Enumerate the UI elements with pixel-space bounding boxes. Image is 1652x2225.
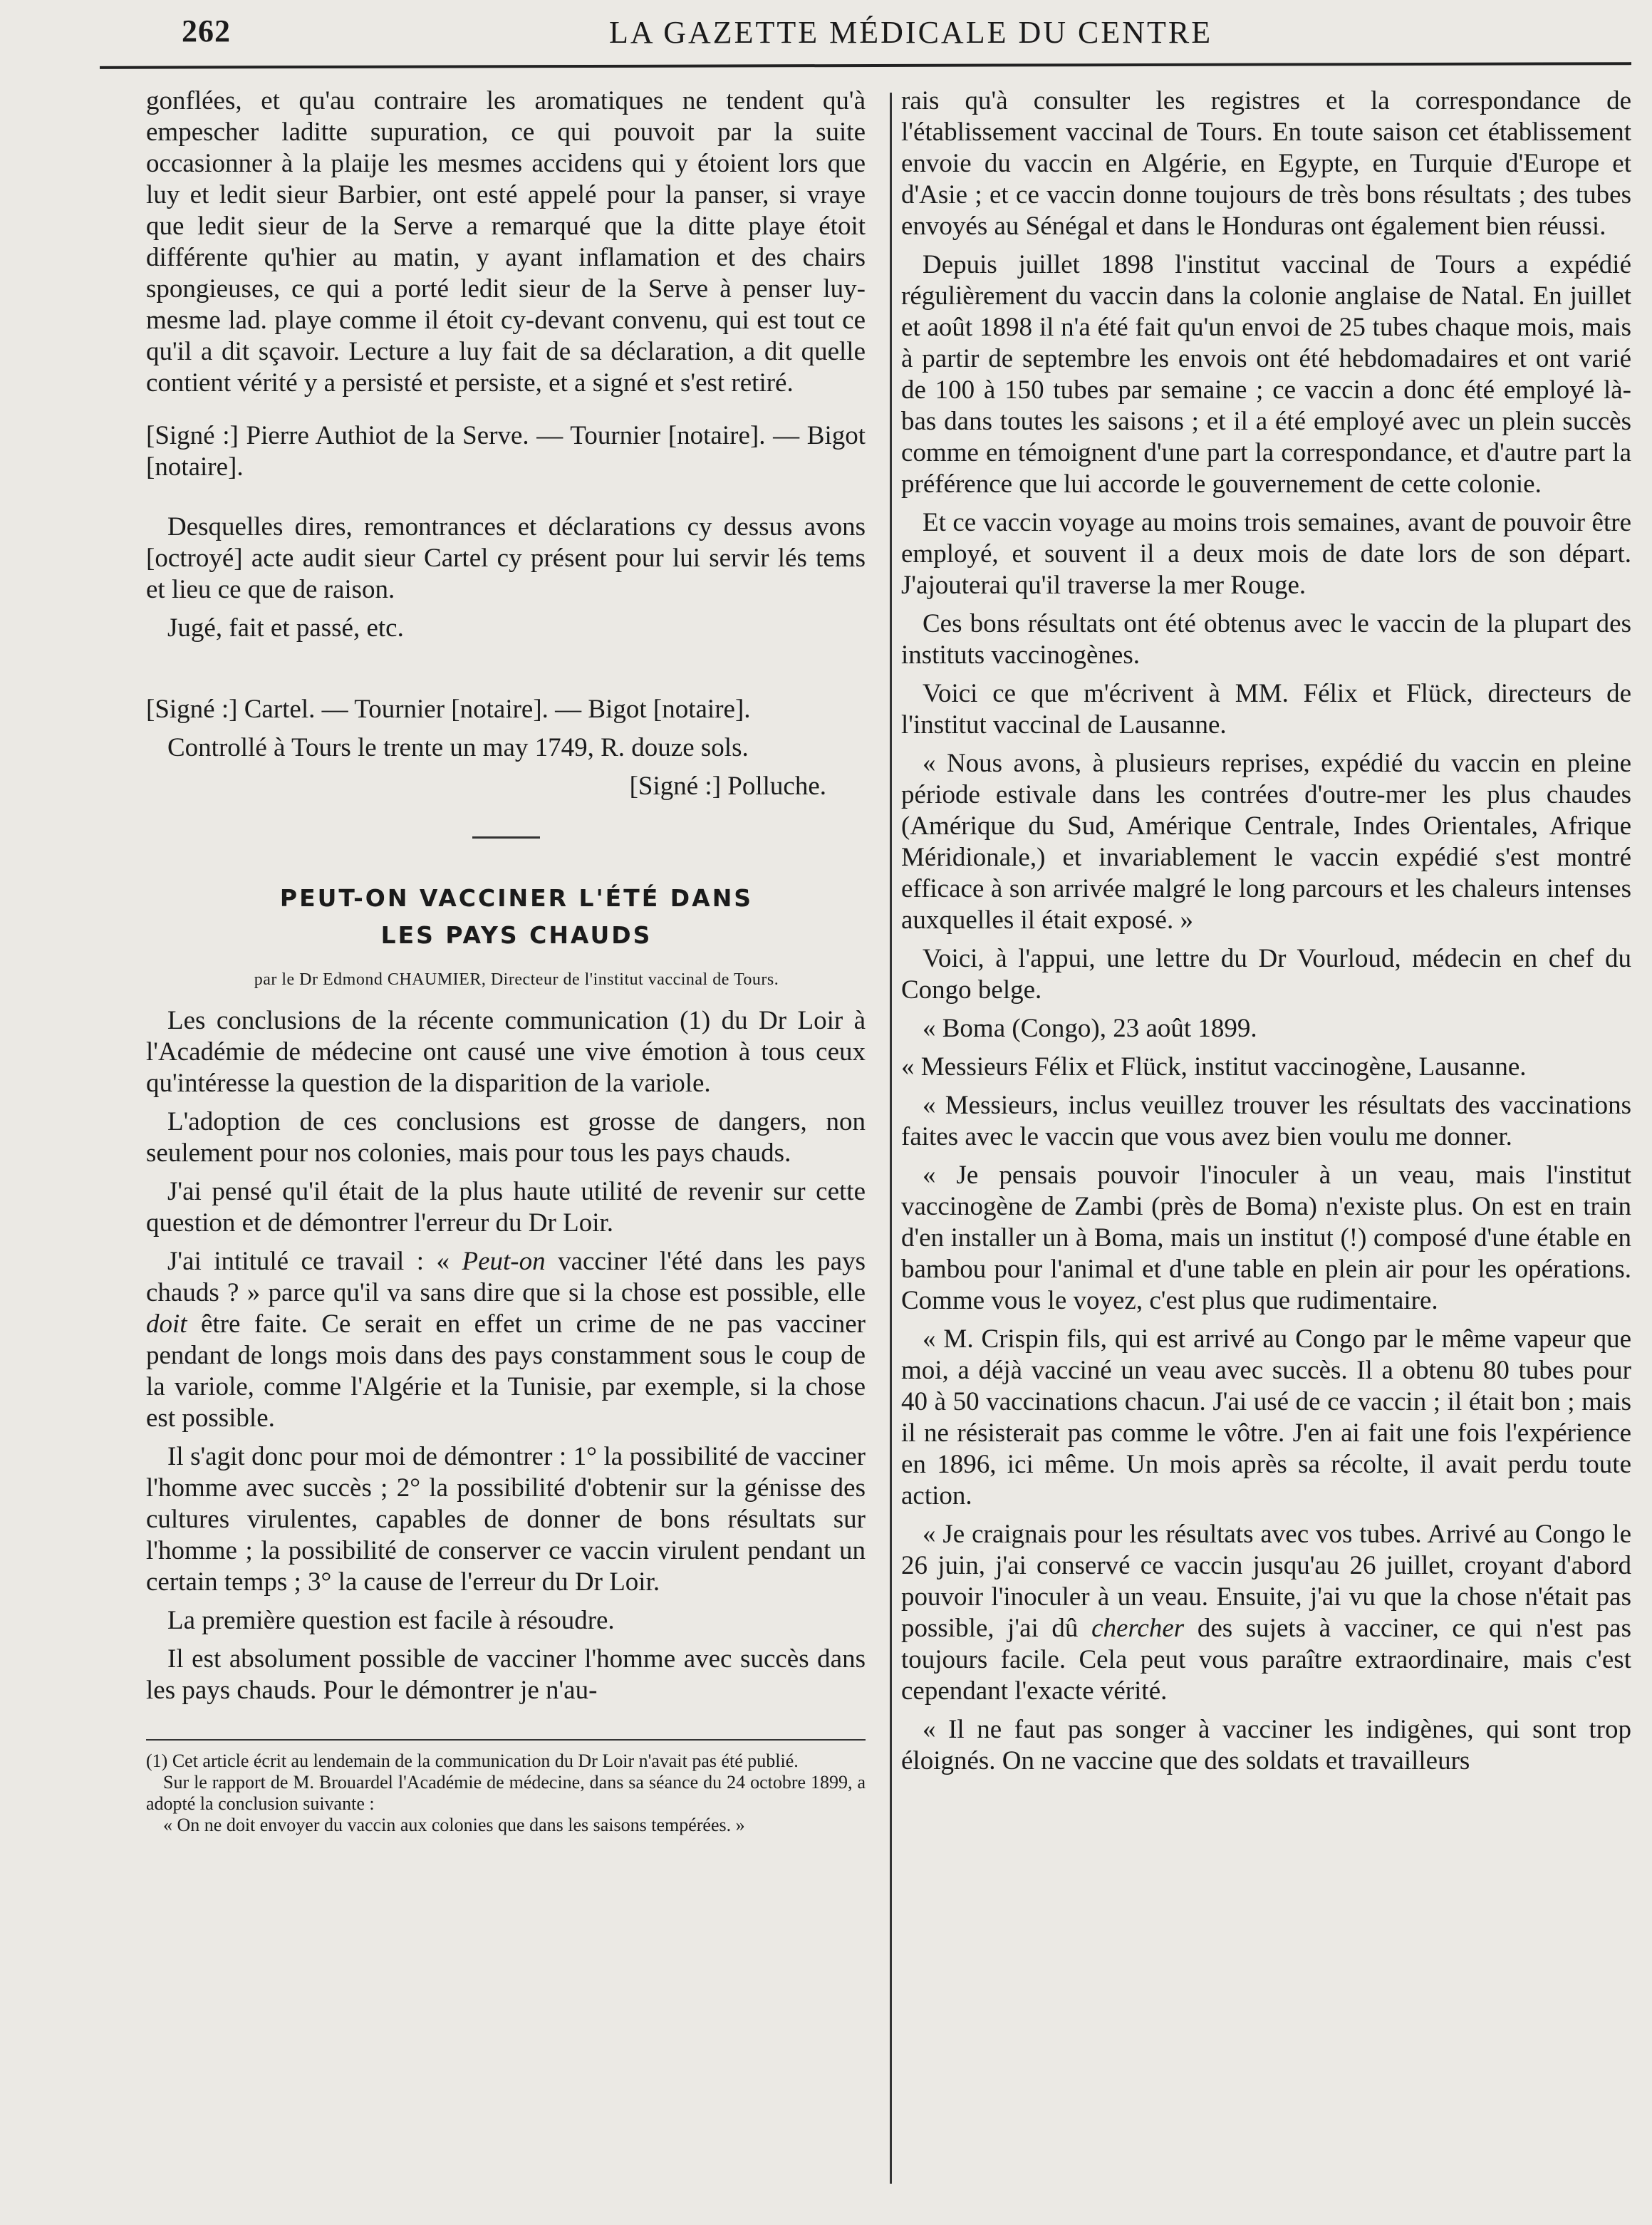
footnote: (1) Cet article écrit au lendemain de la communication du Dr Loir n'avait pas été publié. — [146, 1751, 799, 1771]
footnote-rule — [146, 1739, 866, 1741]
emphasis: chercher — [1091, 1614, 1185, 1643]
section-separator — [472, 836, 540, 839]
paragraph: Il s'agit donc pour moi de démontrer : 1° la possibilité de vacciner l'homme avec succès ; 2° la possibilité d'obtenir sur la génisse des cultures virulentes, capables de donner de bons résultats sur l'homme ; la possibilité de conserver ce vaccin virulent pendant un certain temps ; 3° la cause de l'erreur du Dr Loir. — [146, 1442, 866, 1597]
signature-block: [Signé :] Cartel. — Tournier [notaire]. — Bigot [notaire]. — [146, 695, 751, 724]
paragraph: J'ai pensé qu'il était de la plus haute utilité de revenir sur cette question et de démontrer l'erreur du Dr Loir. — [146, 1177, 866, 1238]
quote-paragraph: « Boma (Congo), 23 août 1899. — [923, 1014, 1257, 1043]
quote-paragraph: « Messieurs, inclus veuillez trouver les résultats des vaccinations faites avec le vaccin que vous avez bien voulu me donner. — [901, 1091, 1631, 1151]
quote-paragraph: « Il ne faut pas songer à vacciner les indigènes, qui sont trop éloignés. On ne vaccine que des soldats et travailleurs — [901, 1715, 1631, 1775]
quote-paragraph: « Je pensais pouvoir l'inoculer à un veau, mais l'institut vaccinogène de Zambi (près de Boma) n'existe plus. On est en train d'en installer un à Boma, mais un institut (!) composé d'une étable en bambou pour l'animal et d'une table en plein air pour les opérations. Comme vous le voyez, c'est plus que rudimentaire. — [901, 1161, 1631, 1315]
quote-paragraph: « Je craignais pour les résultats avec vos tubes. Arrivé au Congo le 26 juin, j'ai conservé ce vaccin jusqu'au 26 juillet, croyant d'abord pouvoir l'inoculer à un veau. Ensuite, j'ai vu que la chose n'était pas possible, j'ai dû chercher des sujets à vacciner, ce qui n'est pas toujours facile. Cela peut vous paraître extraordinaire, mais c'est cependant l'exacte vérité. — [901, 1520, 1631, 1706]
running-title: LA GAZETTE MÉDICALE DU CENTRE — [609, 15, 1213, 50]
paragraph: Jugé, fait et passé, etc. — [167, 613, 404, 643]
paragraph: Les conclusions de la récente communication (1) du Dr Loir à l'Académie de médecine ont causé une vive émotion à tous ceux qu'intéresse la question de la disparition de la variole. — [146, 1006, 866, 1098]
paragraph: J'ai intitulé ce travail : « Peut-on vacciner l'été dans les pays chauds ? » parce qu'il va sans dire que si la chose est possible, elle doit être faite. Ce serait en effet un crime de ne pas vacciner pendant de longs mois dans des pays constamment sous le coup de la variole, comme l'Algérie et la Tunisie, par exemple, si la chose est possible. — [146, 1247, 866, 1433]
continued-paragraph: gonflées, et qu'au contraire les aromatiques ne tendent qu'à empescher laditte supuration, ce qui pouvoit par la suite occasionner à la plaije les mesmes accidens qui y étoient lors que luy et ledit sieur Barbier, ont esté appelé pour la panser, si vraye que ledit sieur de la Serve a remarqué que la ditte playe étoit différente qu'hier au matin, y ayant inflamation et des chairs spongieuses, ce qui a porté ledit sieur de la Serve à penser luy-mesme lad. playe comme il étoit cy-devant convenu, qui est tout ce qu'il a dit sçavoir. Lecture a luy fait de sa déclaration, a dit quelle contient vérité y a persisté et persiste, et a signé et s'est retiré. — [146, 86, 866, 398]
paragraph: Voici ce que m'écrivent à MM. Félix et Flück, directeurs de l'institut vaccinal de Lausanne. — [901, 679, 1631, 740]
left-column — [146, 85, 866, 1836]
signature-block: [Signé :] Pierre Authiot de la Serve. — Tournier [notaire]. — Bigot [notaire]. — [146, 421, 866, 482]
signature-line: [Signé :] Polluche. — [629, 772, 826, 801]
paragraph: Ces bons résultats ont été obtenus avec le vaccin de la plupart des instituts vaccinogènes. — [901, 609, 1631, 670]
paragraph: Et ce vaccin voyage au moins trois semaines, avant de pouvoir être employé, et souvent il a deux mois de date lors de son départ. J'ajouterai qu'il traverse la mer Rouge. — [901, 508, 1631, 600]
article-title: LES PAYS CHAUDS — [380, 921, 653, 949]
paragraph: Desquelles dires, remontrances et déclarations cy dessus avons [octroyé] acte audit sieur Cartel cy présent pour lui servir lés tems et lieu ce que de raison. — [146, 512, 866, 604]
footnote: « On ne doit envoyer du vaccin aux colonies que dans les saisons tempérées. » — [163, 1815, 745, 1835]
emphasis: doit — [146, 1309, 187, 1339]
article-title: PEUT-ON VACCINER L'ÉTÉ DANS — [279, 884, 754, 912]
article-byline: par le Dr Edmond CHAUMIER, Directeur de l'institut vaccinal de Tours. — [254, 970, 779, 989]
paragraph: Depuis juillet 1898 l'institut vaccinal de Tours a expédié régulièrement du vaccin dans la colonie anglaise de Natal. En juillet et août 1898 il n'a été fait qu'un envoi de 25 tubes chaque mois, mais à partir de septembre les envois ont été hebdomadaires et ont varié de 100 à 150 tubes par semaine ; ce vaccin a donc été employé là-bas dans toutes les saisons ; et il a été employé avec un plein succès comme en témoignent d'une part la correspondance, et d'autre part la préférence que lui accorde le gouvernement de cette colonie. — [901, 250, 1631, 499]
paragraph: Voici, à l'appui, une lettre du Dr Vourloud, médecin en chef du Congo belge. — [901, 944, 1631, 1005]
paragraph: L'adoption de ces conclusions est grosse de dangers, non seulement pour nos colonies, mais pour tous les pays chauds. — [146, 1107, 866, 1168]
emphasis: Peut-on — [462, 1247, 546, 1276]
quote-paragraph: « M. Crispin fils, qui est arrivé au Congo par le même vapeur que moi, a déjà vacciné un veau avec succès. Il a obtenu 80 tubes pour 40 à 50 vaccinations chacun. J'ai usé de ce vaccin ; il était bon ; mais il ne résisterait pas comme le vôtre. J'en ai fait une fois l'expérience en 1896, ici même. Un mois après sa récolte, il avait perdu toute action. — [901, 1324, 1631, 1510]
paragraph: rais qu'à consulter les registres et la correspondance de l'établissement vaccinal de Tours. En toute saison cet établissement envoie du vaccin en Algérie, en Egypte, en Turquie d'Europe et d'Asie ; et ce vaccin donne toujours de très bons résultats ; des tubes envoyés au Sénégal et dans le Honduras ont également bien réussi. — [901, 86, 1631, 241]
page-number: 262 — [182, 14, 231, 48]
quote-paragraph: « Nous avons, à plusieurs reprises, expédié du vaccin en pleine période estivale dans les contrées d'outre-mer les plus chaudes (Amérique du Sud, Amérique Centrale, Indes Orientales, Afrique Méridionale,) et invariablement le vaccin expédié s'est montré efficace à son arrivée malgré le long parcours et les chaleurs intenses auxquelles il était exposé. » — [901, 749, 1631, 935]
column-divider — [890, 93, 892, 2184]
paragraph: La première question est facile à résoudre. — [167, 1606, 615, 1635]
footnote: Sur le rapport de M. Brouardel l'Académie de médecine, dans sa séance du 24 octobre 1899, a adopté la conclusion suivante : — [146, 1772, 866, 1814]
header-rule — [100, 62, 1631, 69]
paragraph: Il est absolument possible de vacciner l'homme avec succès dans les pays chauds. Pour le démontrer je n'au- — [146, 1644, 866, 1705]
page-header — [182, 10, 1628, 60]
quote-paragraph: « Messieurs Félix et Flück, institut vaccinogène, Lausanne. — [901, 1052, 1527, 1082]
right-column — [901, 85, 1631, 1784]
paragraph: Controllé à Tours le trente un may 1749, R. douze sols. — [167, 733, 749, 762]
